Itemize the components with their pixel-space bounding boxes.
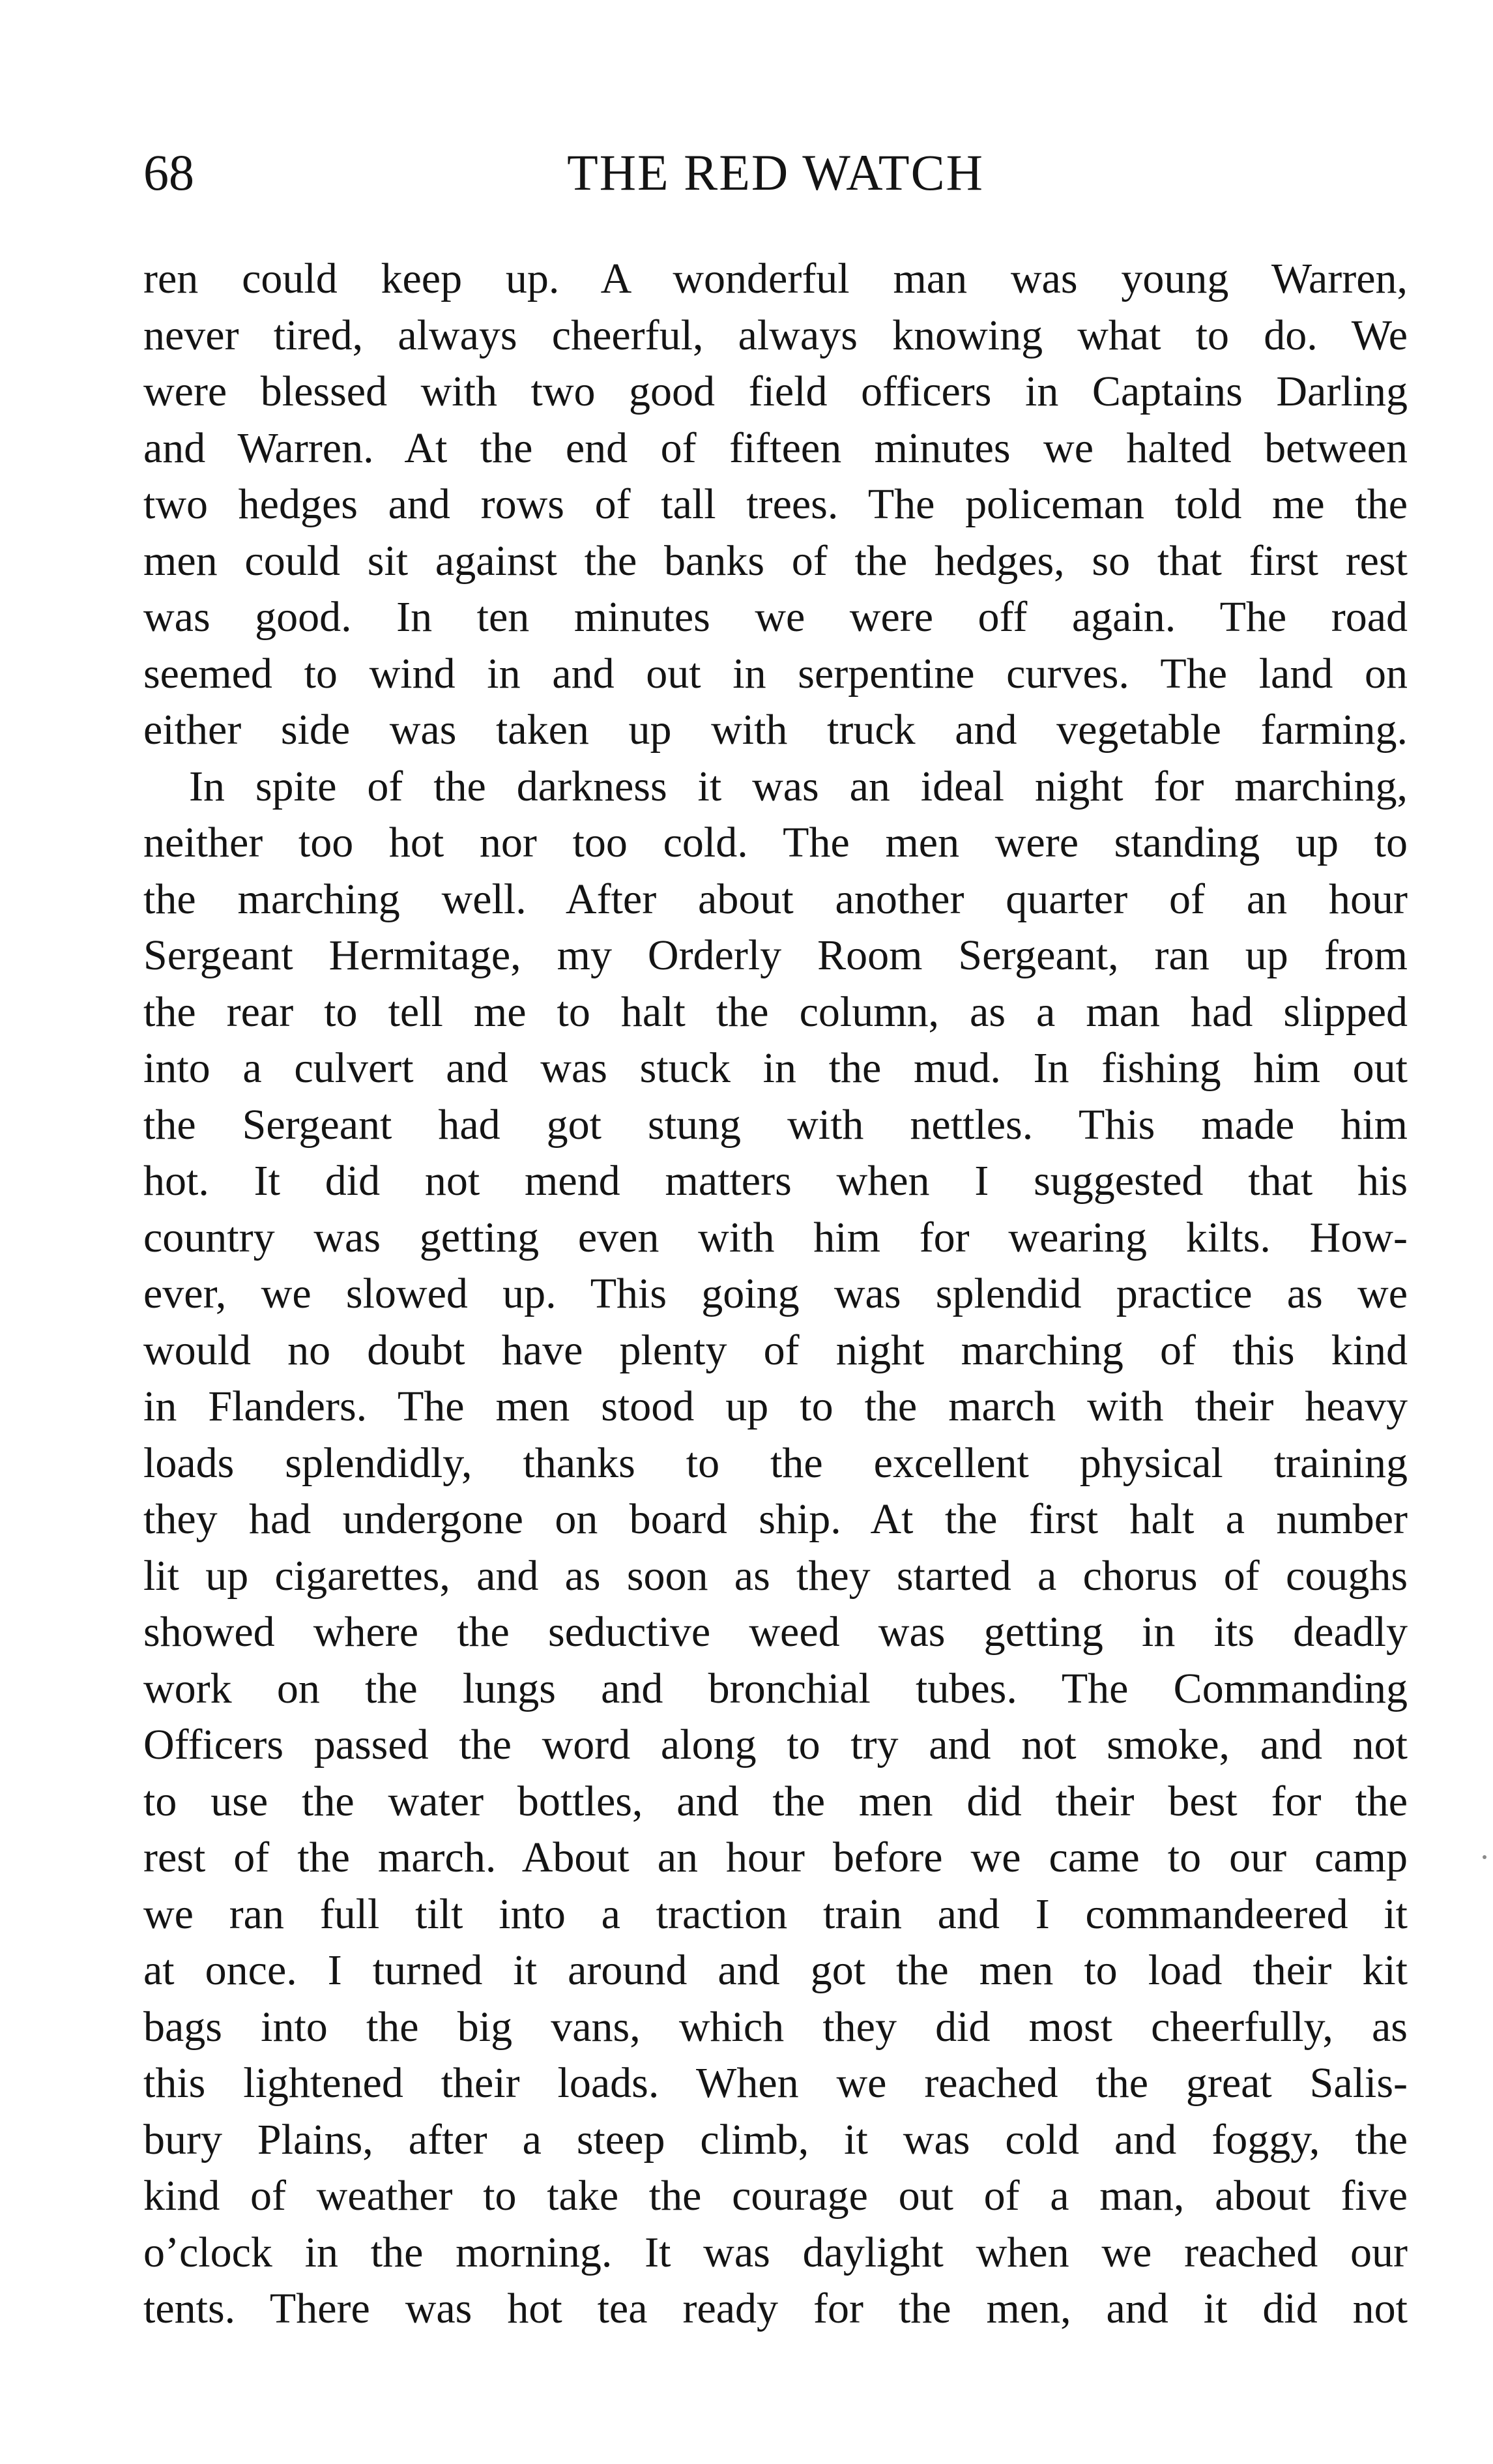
text-line: lit up cigarettes, and as soon as they started a chorus of coughs xyxy=(143,1551,1408,1600)
text-line: this lightened their loads. When we reached the great Salis- xyxy=(143,2059,1408,2107)
text-line: ren could keep up. A wonderful man was young Warren, xyxy=(143,255,1408,302)
page-header xyxy=(143,140,1408,205)
text-line: into a culvert and was stuck in the mud. In fishing him out xyxy=(143,1044,1408,1092)
text-line: kind of weather to take the courage out of a man, about five xyxy=(143,2172,1408,2220)
scan-speck xyxy=(1483,1855,1486,1859)
page-number: 68 xyxy=(143,144,194,201)
text-line: we ran full tilt into a traction train and I commandeered it xyxy=(143,1890,1408,1938)
paragraph-first-line: In spite of the darkness it was an ideal night for marching, xyxy=(189,762,1408,810)
text-line: bags into the big vans, which they did most cheerfully, as xyxy=(143,2002,1408,2051)
text-line: at once. I turned it around and got the men to load their kit xyxy=(143,1946,1408,1994)
text-line: never tired, always cheerful, always knowing what to do. We xyxy=(143,311,1408,359)
text-line: they had undergone on board ship. At the first halt a number xyxy=(143,1495,1408,1543)
text-line: showed where the seductive weed was getting in its deadly xyxy=(143,1608,1408,1656)
text-line: seemed to wind in and out in serpentine curves. The land on xyxy=(143,649,1408,697)
text-line: either side was taken up with truck and vegetable farming. xyxy=(143,706,1408,754)
text-line: neither too hot nor too cold. The men were standing up to xyxy=(143,819,1408,866)
text-line: in Flanders. The men stood up to the march with their heavy xyxy=(143,1383,1408,1430)
text-line: tents. There was hot tea ready for the men, and it did not xyxy=(143,2285,1408,2332)
text-line: to use the water bottles, and the men did their best for the xyxy=(143,1777,1408,1825)
text-line: were blessed with two good field officers in Captains Darling xyxy=(143,368,1408,415)
text-line: rest of the march. About an hour before we came to our camp xyxy=(143,1834,1408,1881)
text-line: was good. In ten minutes we were off again. The road xyxy=(143,593,1408,641)
text-line: the marching well. After about another quarter of an hour xyxy=(143,875,1408,923)
text-line: would no doubt have plenty of night marching of this kind xyxy=(143,1326,1408,1374)
text-line: the rear to tell me to halt the column, as a man had slipped xyxy=(143,988,1408,1036)
text-line: men could sit against the banks of the hedges, so that first rest xyxy=(143,536,1408,585)
text-line: two hedges and rows of tall trees. The policeman told me the xyxy=(143,480,1408,528)
body-text xyxy=(143,251,1408,2338)
text-line: hot. It did not mend matters when I suggested that his xyxy=(143,1157,1408,1205)
text-line: ever, we slowed up. This going was splendid practice as we xyxy=(143,1270,1408,1317)
text-line: and Warren. At the end of fifteen minutes we halted between xyxy=(143,424,1408,472)
text-line: loads splendidly, thanks to the excellent physical training xyxy=(143,1439,1408,1487)
text-line: work on the lungs and bronchial tubes. The Commanding xyxy=(143,1664,1408,1712)
text-line: o’clock in the morning. It was daylight when we reached our xyxy=(143,2228,1408,2276)
text-line: country was getting even with him for wearing kilts. How- xyxy=(143,1213,1408,1261)
text-line: Officers passed the word along to try and not smoke, and not xyxy=(143,1721,1408,1768)
text-line: Sergeant Hermitage, my Orderly Room Sergeant, ran up from xyxy=(143,931,1408,979)
running-title: THE RED WATCH xyxy=(567,144,984,201)
text-line: the Sergeant had got stung with nettles. This made him xyxy=(143,1100,1408,1149)
text-line: bury Plains, after a steep climb, it was cold and foggy, the xyxy=(143,2115,1408,2163)
